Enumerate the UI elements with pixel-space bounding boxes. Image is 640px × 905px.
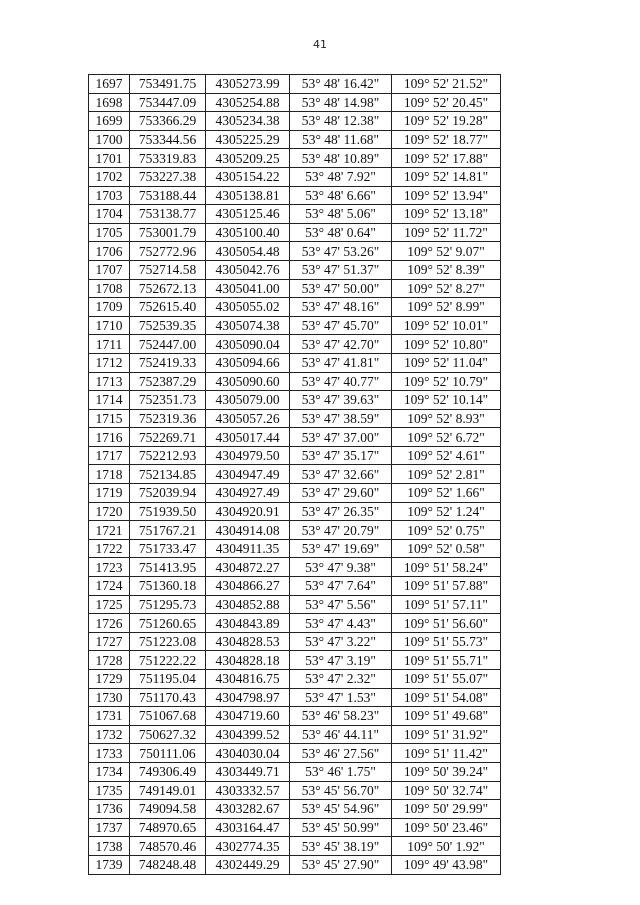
northing-cell: 4305225.29 xyxy=(206,130,290,149)
point-number-cell: 1704 xyxy=(89,205,130,224)
longitude-cell: 109° 50' 23.46" xyxy=(392,818,501,837)
easting-cell: 748248.48 xyxy=(130,855,206,874)
point-number-cell: 1738 xyxy=(89,837,130,856)
northing-cell: 4305094.66 xyxy=(206,353,290,372)
longitude-cell: 109° 52' 11.72" xyxy=(392,223,501,242)
table-row xyxy=(89,614,501,633)
easting-cell: 752212.93 xyxy=(130,446,206,465)
table-row xyxy=(89,465,501,484)
northing-cell: 4304828.18 xyxy=(206,651,290,670)
table-row xyxy=(89,855,501,874)
longitude-cell: 109° 52' 18.77" xyxy=(392,130,501,149)
longitude-cell: 109° 51' 56.60" xyxy=(392,614,501,633)
longitude-cell: 109° 52' 10.79" xyxy=(392,372,501,391)
latitude-cell: 53° 47' 3.22" xyxy=(290,632,392,651)
easting-cell: 751733.47 xyxy=(130,539,206,558)
longitude-cell: 109° 52' 13.94" xyxy=(392,186,501,205)
latitude-cell: 53° 47' 37.00" xyxy=(290,428,392,447)
easting-cell: 753447.09 xyxy=(130,93,206,112)
point-number-cell: 1702 xyxy=(89,167,130,186)
latitude-cell: 53° 48' 6.66" xyxy=(290,186,392,205)
easting-cell: 753001.79 xyxy=(130,223,206,242)
point-number-cell: 1714 xyxy=(89,391,130,410)
latitude-cell: 53° 47' 19.69" xyxy=(290,539,392,558)
table-row xyxy=(89,484,501,503)
latitude-cell: 53° 48' 5.06" xyxy=(290,205,392,224)
northing-cell: 4305055.02 xyxy=(206,298,290,317)
longitude-cell: 109° 51' 55.07" xyxy=(392,670,501,689)
northing-cell: 4302774.35 xyxy=(206,837,290,856)
longitude-cell: 109° 52' 8.99" xyxy=(392,298,501,317)
longitude-cell: 109° 52' 21.52" xyxy=(392,75,501,94)
easting-cell: 751222.22 xyxy=(130,651,206,670)
latitude-cell: 53° 45' 27.90" xyxy=(290,855,392,874)
longitude-cell: 109° 52' 9.07" xyxy=(392,242,501,261)
point-number-cell: 1705 xyxy=(89,223,130,242)
point-number-cell: 1697 xyxy=(89,75,130,94)
longitude-cell: 109° 52' 6.72" xyxy=(392,428,501,447)
northing-cell: 4305125.46 xyxy=(206,205,290,224)
point-number-cell: 1713 xyxy=(89,372,130,391)
northing-cell: 4305074.38 xyxy=(206,316,290,335)
latitude-cell: 53° 48' 14.98" xyxy=(290,93,392,112)
northing-cell: 4304719.60 xyxy=(206,707,290,726)
point-number-cell: 1698 xyxy=(89,93,130,112)
table-row xyxy=(89,800,501,819)
longitude-cell: 109° 51' 54.08" xyxy=(392,688,501,707)
northing-cell: 4304927.49 xyxy=(206,484,290,503)
table-row xyxy=(89,707,501,726)
point-number-cell: 1701 xyxy=(89,149,130,168)
point-number-cell: 1718 xyxy=(89,465,130,484)
longitude-cell: 109° 52' 11.04" xyxy=(392,353,501,372)
longitude-cell: 109° 50' 39.24" xyxy=(392,762,501,781)
latitude-cell: 53° 48' 11.68" xyxy=(290,130,392,149)
table-row xyxy=(89,781,501,800)
longitude-cell: 109° 52' 8.39" xyxy=(392,260,501,279)
point-number-cell: 1736 xyxy=(89,800,130,819)
longitude-cell: 109° 52' 8.27" xyxy=(392,279,501,298)
northing-cell: 4302449.29 xyxy=(206,855,290,874)
table-row xyxy=(89,130,501,149)
northing-cell: 4304979.50 xyxy=(206,446,290,465)
latitude-cell: 53° 47' 53.26" xyxy=(290,242,392,261)
table-row xyxy=(89,242,501,261)
point-number-cell: 1715 xyxy=(89,409,130,428)
latitude-cell: 53° 47' 5.56" xyxy=(290,595,392,614)
latitude-cell: 53° 48' 7.92" xyxy=(290,167,392,186)
table-row xyxy=(89,112,501,131)
point-number-cell: 1710 xyxy=(89,316,130,335)
northing-cell: 4304843.89 xyxy=(206,614,290,633)
point-number-cell: 1739 xyxy=(89,855,130,874)
table-row xyxy=(89,837,501,856)
northing-cell: 4304030.04 xyxy=(206,744,290,763)
point-number-cell: 1703 xyxy=(89,186,130,205)
table-row xyxy=(89,502,501,521)
point-number-cell: 1716 xyxy=(89,428,130,447)
northing-cell: 4304866.27 xyxy=(206,577,290,596)
easting-cell: 752615.40 xyxy=(130,298,206,317)
easting-cell: 750627.32 xyxy=(130,725,206,744)
northing-cell: 4303164.47 xyxy=(206,818,290,837)
table-row xyxy=(89,521,501,540)
latitude-cell: 53° 47' 20.79" xyxy=(290,521,392,540)
point-number-cell: 1735 xyxy=(89,781,130,800)
easting-cell: 749149.01 xyxy=(130,781,206,800)
point-number-cell: 1720 xyxy=(89,502,130,521)
point-number-cell: 1707 xyxy=(89,260,130,279)
northing-cell: 4303282.67 xyxy=(206,800,290,819)
northing-cell: 4305090.04 xyxy=(206,335,290,354)
easting-cell: 753138.77 xyxy=(130,205,206,224)
latitude-cell: 53° 47' 39.63" xyxy=(290,391,392,410)
northing-cell: 4305079.00 xyxy=(206,391,290,410)
latitude-cell: 53° 47' 45.70" xyxy=(290,316,392,335)
easting-cell: 753491.75 xyxy=(130,75,206,94)
longitude-cell: 109° 52' 10.14" xyxy=(392,391,501,410)
latitude-cell: 53° 48' 16.42" xyxy=(290,75,392,94)
latitude-cell: 53° 47' 42.70" xyxy=(290,335,392,354)
point-number-cell: 1706 xyxy=(89,242,130,261)
point-number-cell: 1725 xyxy=(89,595,130,614)
point-number-cell: 1728 xyxy=(89,651,130,670)
easting-cell: 751295.73 xyxy=(130,595,206,614)
point-number-cell: 1737 xyxy=(89,818,130,837)
longitude-cell: 109° 52' 1.66" xyxy=(392,484,501,503)
table-row xyxy=(89,279,501,298)
easting-cell: 751939.50 xyxy=(130,502,206,521)
point-number-cell: 1700 xyxy=(89,130,130,149)
table-row xyxy=(89,186,501,205)
northing-cell: 4304920.91 xyxy=(206,502,290,521)
point-number-cell: 1723 xyxy=(89,558,130,577)
table-row xyxy=(89,651,501,670)
longitude-cell: 109° 50' 1.92" xyxy=(392,837,501,856)
point-number-cell: 1699 xyxy=(89,112,130,131)
table-row xyxy=(89,446,501,465)
point-number-cell: 1726 xyxy=(89,614,130,633)
latitude-cell: 53° 46' 58.23" xyxy=(290,707,392,726)
easting-cell: 752319.36 xyxy=(130,409,206,428)
latitude-cell: 53° 47' 48.16" xyxy=(290,298,392,317)
easting-cell: 751360.18 xyxy=(130,577,206,596)
latitude-cell: 53° 46' 1.75" xyxy=(290,762,392,781)
latitude-cell: 53° 47' 32.66" xyxy=(290,465,392,484)
northing-cell: 4305100.40 xyxy=(206,223,290,242)
northing-cell: 4305209.25 xyxy=(206,149,290,168)
table-row xyxy=(89,577,501,596)
easting-cell: 753227.38 xyxy=(130,167,206,186)
easting-cell: 752672.13 xyxy=(130,279,206,298)
point-number-cell: 1722 xyxy=(89,539,130,558)
easting-cell: 748570.46 xyxy=(130,837,206,856)
easting-cell: 748970.65 xyxy=(130,818,206,837)
longitude-cell: 109° 51' 11.42" xyxy=(392,744,501,763)
table-row xyxy=(89,205,501,224)
table-row xyxy=(89,75,501,94)
longitude-cell: 109° 52' 17.88" xyxy=(392,149,501,168)
table-row xyxy=(89,595,501,614)
latitude-cell: 53° 46' 44.11" xyxy=(290,725,392,744)
point-number-cell: 1733 xyxy=(89,744,130,763)
table-row xyxy=(89,428,501,447)
easting-cell: 753344.56 xyxy=(130,130,206,149)
point-number-cell: 1717 xyxy=(89,446,130,465)
easting-cell: 751767.21 xyxy=(130,521,206,540)
latitude-cell: 53° 47' 51.37" xyxy=(290,260,392,279)
longitude-cell: 109° 52' 19.28" xyxy=(392,112,501,131)
easting-cell: 752447.00 xyxy=(130,335,206,354)
latitude-cell: 53° 47' 40.77" xyxy=(290,372,392,391)
longitude-cell: 109° 51' 57.11" xyxy=(392,595,501,614)
northing-cell: 4305017.44 xyxy=(206,428,290,447)
northing-cell: 4304911.35 xyxy=(206,539,290,558)
latitude-cell: 53° 47' 29.60" xyxy=(290,484,392,503)
latitude-cell: 53° 47' 4.43" xyxy=(290,614,392,633)
table-row xyxy=(89,167,501,186)
table-row xyxy=(89,744,501,763)
latitude-cell: 53° 45' 56.70" xyxy=(290,781,392,800)
table-row xyxy=(89,670,501,689)
latitude-cell: 53° 48' 0.64" xyxy=(290,223,392,242)
easting-cell: 751413.95 xyxy=(130,558,206,577)
latitude-cell: 53° 48' 10.89" xyxy=(290,149,392,168)
northing-cell: 4305057.26 xyxy=(206,409,290,428)
easting-cell: 752714.58 xyxy=(130,260,206,279)
longitude-cell: 109° 51' 49.68" xyxy=(392,707,501,726)
latitude-cell: 53° 46' 27.56" xyxy=(290,744,392,763)
longitude-cell: 109° 51' 31.92" xyxy=(392,725,501,744)
point-number-cell: 1734 xyxy=(89,762,130,781)
table-row xyxy=(89,725,501,744)
longitude-cell: 109° 52' 2.81" xyxy=(392,465,501,484)
point-number-cell: 1711 xyxy=(89,335,130,354)
easting-cell: 753319.83 xyxy=(130,149,206,168)
northing-cell: 4304816.75 xyxy=(206,670,290,689)
northing-cell: 4304798.97 xyxy=(206,688,290,707)
latitude-cell: 53° 47' 50.00" xyxy=(290,279,392,298)
latitude-cell: 53° 48' 12.38" xyxy=(290,112,392,131)
table-row xyxy=(89,818,501,837)
easting-cell: 750111.06 xyxy=(130,744,206,763)
longitude-cell: 109° 51' 55.71" xyxy=(392,651,501,670)
latitude-cell: 53° 47' 9.38" xyxy=(290,558,392,577)
latitude-cell: 53° 47' 3.19" xyxy=(290,651,392,670)
longitude-cell: 109° 52' 10.01" xyxy=(392,316,501,335)
latitude-cell: 53° 47' 26.35" xyxy=(290,502,392,521)
northing-cell: 4305090.60 xyxy=(206,372,290,391)
easting-cell: 753188.44 xyxy=(130,186,206,205)
easting-cell: 752039.94 xyxy=(130,484,206,503)
longitude-cell: 109° 52' 13.18" xyxy=(392,205,501,224)
point-number-cell: 1730 xyxy=(89,688,130,707)
point-number-cell: 1724 xyxy=(89,577,130,596)
table-row xyxy=(89,93,501,112)
table-row xyxy=(89,316,501,335)
easting-cell: 753366.29 xyxy=(130,112,206,131)
table-row xyxy=(89,688,501,707)
longitude-cell: 109° 52' 14.81" xyxy=(392,167,501,186)
northing-cell: 4305154.22 xyxy=(206,167,290,186)
page-number: 41 xyxy=(313,38,327,51)
northing-cell: 4303332.57 xyxy=(206,781,290,800)
easting-cell: 751195.04 xyxy=(130,670,206,689)
table-row xyxy=(89,260,501,279)
table-row xyxy=(89,149,501,168)
easting-cell: 752134.85 xyxy=(130,465,206,484)
point-number-cell: 1727 xyxy=(89,632,130,651)
northing-cell: 4305042.76 xyxy=(206,260,290,279)
longitude-cell: 109° 52' 1.24" xyxy=(392,502,501,521)
northing-cell: 4305041.00 xyxy=(206,279,290,298)
longitude-cell: 109° 50' 29.99" xyxy=(392,800,501,819)
northing-cell: 4305054.48 xyxy=(206,242,290,261)
northing-cell: 4305234.38 xyxy=(206,112,290,131)
easting-cell: 752419.33 xyxy=(130,353,206,372)
point-number-cell: 1712 xyxy=(89,353,130,372)
coordinates-table-body xyxy=(89,75,501,875)
point-number-cell: 1729 xyxy=(89,670,130,689)
easting-cell: 751170.43 xyxy=(130,688,206,707)
latitude-cell: 53° 47' 2.32" xyxy=(290,670,392,689)
northing-cell: 4305138.81 xyxy=(206,186,290,205)
coordinates-table xyxy=(88,74,501,875)
table-row xyxy=(89,223,501,242)
point-number-cell: 1709 xyxy=(89,298,130,317)
latitude-cell: 53° 45' 38.19" xyxy=(290,837,392,856)
latitude-cell: 53° 45' 54.96" xyxy=(290,800,392,819)
longitude-cell: 109° 51' 58.24" xyxy=(392,558,501,577)
latitude-cell: 53° 47' 7.64" xyxy=(290,577,392,596)
point-number-cell: 1708 xyxy=(89,279,130,298)
table-row xyxy=(89,391,501,410)
easting-cell: 752387.29 xyxy=(130,372,206,391)
easting-cell: 752351.73 xyxy=(130,391,206,410)
table-row xyxy=(89,632,501,651)
longitude-cell: 109° 51' 55.73" xyxy=(392,632,501,651)
table-row xyxy=(89,409,501,428)
longitude-cell: 109° 52' 10.80" xyxy=(392,335,501,354)
northing-cell: 4304872.27 xyxy=(206,558,290,577)
point-number-cell: 1721 xyxy=(89,521,130,540)
latitude-cell: 53° 47' 41.81" xyxy=(290,353,392,372)
longitude-cell: 109° 52' 4.61" xyxy=(392,446,501,465)
table-row xyxy=(89,353,501,372)
northing-cell: 4304852.88 xyxy=(206,595,290,614)
table-row xyxy=(89,298,501,317)
point-number-cell: 1732 xyxy=(89,725,130,744)
longitude-cell: 109° 49' 43.98" xyxy=(392,855,501,874)
latitude-cell: 53° 47' 35.17" xyxy=(290,446,392,465)
point-number-cell: 1719 xyxy=(89,484,130,503)
easting-cell: 751260.65 xyxy=(130,614,206,633)
northing-cell: 4305254.88 xyxy=(206,93,290,112)
easting-cell: 751223.08 xyxy=(130,632,206,651)
table-row xyxy=(89,762,501,781)
latitude-cell: 53° 47' 38.59" xyxy=(290,409,392,428)
table-row xyxy=(89,372,501,391)
easting-cell: 752269.71 xyxy=(130,428,206,447)
latitude-cell: 53° 47' 1.53" xyxy=(290,688,392,707)
easting-cell: 751067.68 xyxy=(130,707,206,726)
easting-cell: 749306.49 xyxy=(130,762,206,781)
longitude-cell: 109° 52' 0.58" xyxy=(392,539,501,558)
easting-cell: 752539.35 xyxy=(130,316,206,335)
northing-cell: 4303449.71 xyxy=(206,762,290,781)
longitude-cell: 109° 52' 8.93" xyxy=(392,409,501,428)
table-row xyxy=(89,335,501,354)
easting-cell: 749094.58 xyxy=(130,800,206,819)
northing-cell: 4304828.53 xyxy=(206,632,290,651)
northing-cell: 4304914.08 xyxy=(206,521,290,540)
latitude-cell: 53° 45' 50.99" xyxy=(290,818,392,837)
longitude-cell: 109° 50' 32.74" xyxy=(392,781,501,800)
northing-cell: 4304399.52 xyxy=(206,725,290,744)
longitude-cell: 109° 52' 20.45" xyxy=(392,93,501,112)
table-row xyxy=(89,558,501,577)
point-number-cell: 1731 xyxy=(89,707,130,726)
table-row xyxy=(89,539,501,558)
northing-cell: 4305273.99 xyxy=(206,75,290,94)
easting-cell: 752772.96 xyxy=(130,242,206,261)
longitude-cell: 109° 52' 0.75" xyxy=(392,521,501,540)
longitude-cell: 109° 51' 57.88" xyxy=(392,577,501,596)
northing-cell: 4304947.49 xyxy=(206,465,290,484)
